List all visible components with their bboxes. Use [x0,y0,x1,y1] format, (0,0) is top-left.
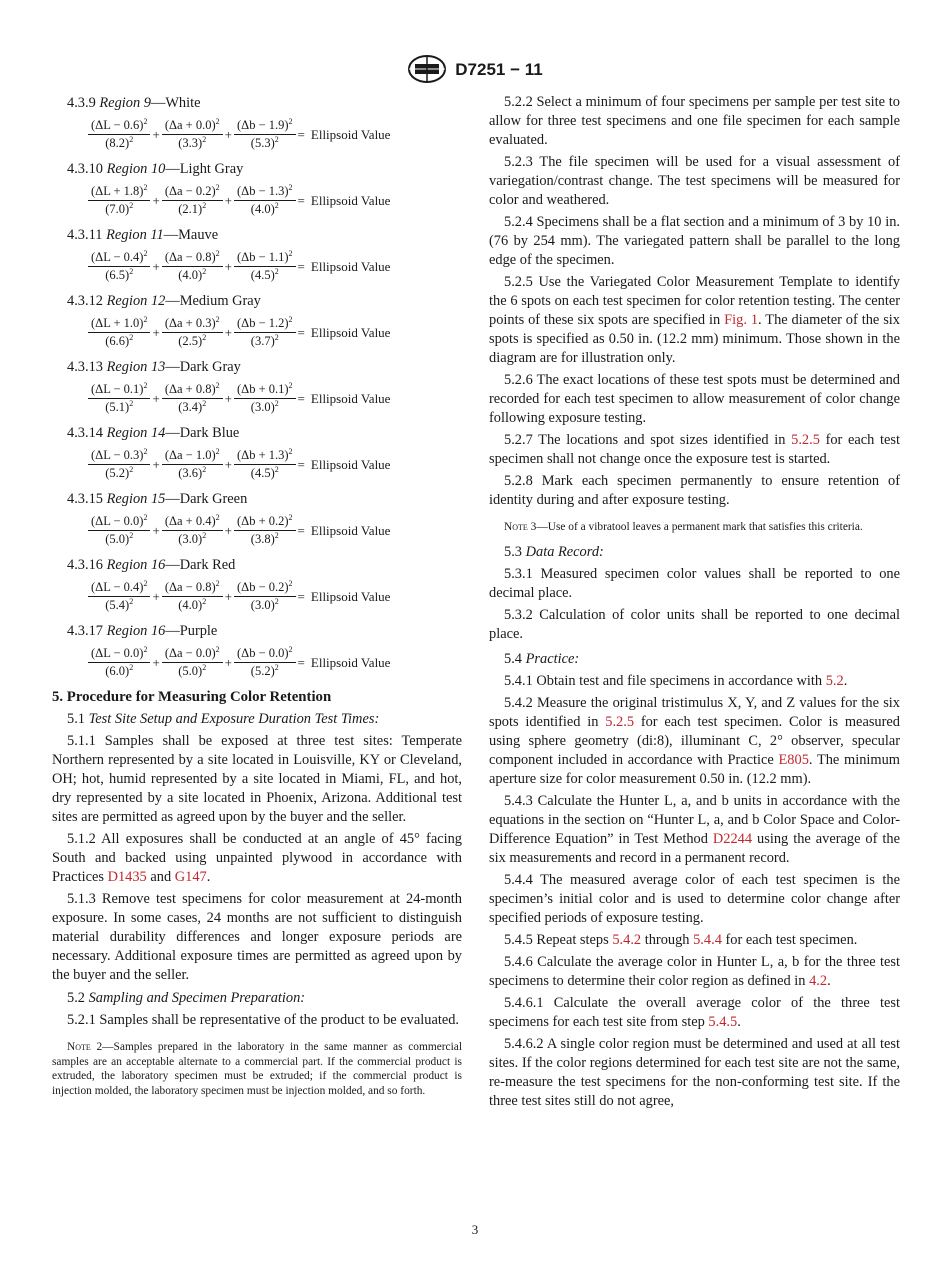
fraction: $\frac{(\Delta a - 1.0)^2}{(3.6)^2}$ [162,448,223,481]
para-5-2-8: 5.2.8 Mark each specimen permanently to ensure retention of identity during and after exposure testing. [489,473,900,508]
fraction: $\frac{(\Delta b - 1.2)^2}{(3.7)^2}$ [234,316,296,349]
page-header [0,52,950,86]
para-5-4-1: 5.4.1 Obtain test and file specimens in accordance with 5.2. [504,672,848,689]
link-5-2-5-b[interactable]: 5.2.5 [605,713,635,730]
document-number: D7251 − 11 [455,59,543,79]
para-5-3-2: 5.3.2 Calculation of color units shall be reported to one decimal place. [489,606,900,642]
para-5-4: 5.4 Practice: [504,650,580,667]
para-5-4-2: 5.4.2 Measure the original tristimulus X, Y, and Z values for the six spots identified in 5.2.5 for each test specimen. Color is measured using sphere geometry (di:8), illuminant C, 2° observer, specular component included in accordance with Practice E805. The minimum aperture size for color measurement 0.50 in. (12.2 mm). [489,694,900,787]
ellipsoid-equation: $\frac{(\Delta L - 0.0)^2}{(6.0)^2}$ + $\frac{(\Delta a - 0.0)^2}{(5.0)^2}$ + $\frac{(\Delta b - 0.0)^2}{(5.2)^2}$ = Ellipsoid Value [88,646,462,679]
para-5-4-5: 5.4.5 Repeat steps 5.4.2 through 5.4.4 for each test specimen. [504,931,858,948]
fraction: $\frac{(\Delta L - 0.4)^2}{(6.5)^2}$ [88,250,150,283]
fraction: $\frac{(\Delta L - 0.1)^2}{(5.1)^2}$ [88,382,150,415]
link-5-2-5[interactable]: 5.2.5 [791,432,820,448]
para-5-4-6: 5.4.6 Calculate the average color in Hunter L, a, b for the three test specimens to determine their color region as defined in 4.2. [489,953,900,989]
para-5-4-4: 5.4.4 The measured average color of each test specimen is the specimen’s initial color and is used to determine color change after specified periods of exposure testing. [489,871,900,926]
fraction: $\frac{(\Delta a + 0.4)^2}{(3.0)^2}$ [162,514,223,547]
fraction: $\frac{(\Delta a - 0.8)^2}{(4.0)^2}$ [162,580,223,613]
fraction: $\frac{(\Delta b - 1.1)^2}{(4.5)^2}$ [234,250,296,283]
link-d2244[interactable]: D2244 [712,830,753,847]
para-5-4-3: 5.4.3 Calculate the Hunter L, a, and b units in accordance with the equations in the section on “Hunter L, a, and b Color Space and Color-Difference Equation” in Test Method D2244 using the average of the six measurements and record in a permanent record. [489,792,900,866]
region-title: 4.3.16 Region 16—Dark Red [67,557,236,573]
fraction: $\frac{(\Delta L - 0.0)^2}{(5.0)^2}$ [88,514,150,547]
fraction: $\frac{(\Delta a + 0.0)^2}{(3.3)^2}$ [162,118,223,151]
ellipsoid-equation: $\frac{(\Delta L - 0.1)^2}{(5.1)^2}$ + $\frac{(\Delta a + 0.8)^2}{(3.4)^2}$ + $\frac{(\Delta b + 0.1)^2}{(3.0)^2}$ = Ellipsoid Value [88,382,462,415]
para-5-2-6: 5.2.6 The exact locations of these test spots must be determined and recorded for each test specimen to allow measurement of color change following exposure testing. [489,372,900,426]
fraction: $\frac{(\Delta b - 0.2)^2}{(3.0)^2}$ [234,580,296,613]
fraction: $\frac{(\Delta b + 1.3)^2}{(4.5)^2}$ [234,448,296,481]
ellipsoid-equation: $\frac{(\Delta L - 0.6)^2}{(8.2)^2}$ + $\frac{(\Delta a + 0.0)^2}{(3.3)^2}$ + $\frac{(\Delta b - 1.9)^2}{(5.3)^2}$ = Ellipsoid Value [88,118,462,151]
page-number: 3 [471,1222,479,1237]
fraction: $\frac{(\Delta L - 0.3)^2}{(5.2)^2}$ [88,448,150,481]
para-5-2-7: 5.2.7 The locations and spot sizes identified in 5.2.5 for each test specimen shall not change once the exposure test is started. [489,432,900,467]
fraction: $\frac{(\Delta b + 0.2)^2}{(3.8)^2}$ [234,514,296,547]
para-5-1-3: 5.1.3 Remove test specimens for color measurement at 24-month exposure. In some cases, 24 months are not sufficient to distinguish material durability differences and longer exposure periods are necessary. Additional exposure times are permitted as agreed upon by the buyer and the seller. [52,891,462,983]
link-5-2[interactable]: 5.2 [825,672,844,689]
fraction: $\frac{(\Delta b - 0.0)^2}{(5.2)^2}$ [234,646,296,679]
region-title: 4.3.12 Region 12—Medium Gray [67,293,261,309]
region-title: 4.3.13 Region 13—Dark Gray [67,359,241,375]
para-5-1-1: 5.1.1 Samples shall be exposed at three test sites: Temperate Northern represented by a site located in Louisville, KY or Cleveland, OH; hot, humid represented by a site located in Miami, FL, and hot, dry represented by a site located in Phoenix, Arizona. Additional test sites are permitted as agreed upon by the buyer and the seller. [52,733,462,825]
para-5-2: 5.2 Sampling and Specimen Preparation: [67,990,306,1006]
para-5-2-3: 5.2.3 The file specimen will be used for a visual assessment of variegation/contrast change. The test specimens will be measured for color and weathered. [489,154,900,208]
para-5-3-1: 5.3.1 Measured specimen color values shall be reported to one decimal place. [489,565,900,601]
fraction: $\frac{(\Delta L - 0.4)^2}{(5.4)^2}$ [88,580,150,613]
para-5-3: 5.3 Data Record: [504,543,604,560]
fraction: $\frac{(\Delta L + 1.8)^2}{(7.0)^2}$ [88,184,150,217]
para-5-1-2: 5.1.2 All exposures shall be conducted at an angle of 45° facing South and backed using unpainted plywood in accordance with Practices D1435 and G147. [52,831,462,885]
fraction: $\frac{(\Delta b + 0.1)^2}{(3.0)^2}$ [234,382,296,415]
link-5-4-2[interactable]: 5.4.2 [612,931,642,948]
link-5-4-4[interactable]: 5.4.4 [693,931,722,948]
fraction: $\frac{(\Delta b - 1.3)^2}{(4.0)^2}$ [234,184,296,217]
region-title: 4.3.10 Region 10—Light Gray [67,161,244,177]
fraction: $\frac{(\Delta b - 1.9)^2}{(5.3)^2}$ [234,118,296,151]
para-5-4-6-2: 5.4.6.2 A single color region must be determined and used at all test sites. If the color regions determined for each test site are not the same, re-measure the test specimens for the non-conforming test site. If the three test sites still do not agree, [489,1035,900,1109]
link-d1435[interactable]: D1435 [107,869,147,885]
link-g147[interactable]: G147 [174,869,207,885]
region-title: 4.3.11 Region 11—Mauve [67,227,219,243]
fraction: $\frac{(\Delta a - 0.8)^2}{(4.0)^2}$ [162,250,223,283]
fraction: $\frac{(\Delta L + 1.0)^2}{(6.6)^2}$ [88,316,150,349]
note-3: Note 3—Use of a vibratool leaves a permanent mark that satisfies this criteria. [504,521,863,533]
fraction: $\frac{(\Delta a - 0.0)^2}{(5.0)^2}$ [162,646,223,679]
para-5-1: 5.1 Test Site Setup and Exposure Duration Test Times: [67,711,380,727]
region-title: 4.3.9 Region 9—White [67,95,201,111]
fraction: $\frac{(\Delta a + 0.3)^2}{(2.5)^2}$ [162,316,223,349]
region-equations [52,94,462,679]
para-5-2-2: 5.2.2 Select a minimum of four specimens per sample per test site to allow for three test specimens and one file specimen for each sample evaluated. [489,94,900,148]
link-e805[interactable]: E805 [778,751,809,768]
ellipsoid-equation: $\frac{(\Delta L - 0.4)^2}{(6.5)^2}$ + $\frac{(\Delta a - 0.8)^2}{(4.0)^2}$ + $\frac{(\Delta b - 1.1)^2}{(4.5)^2}$ = Ellipsoid Value [88,250,462,283]
section-5-heading: 5. Procedure for Measuring Color Retention [52,689,332,705]
right-column [489,93,900,1114]
region-title: 4.3.17 Region 16—Purple [67,623,218,639]
region-title: 4.3.15 Region 15—Dark Green [67,491,248,507]
fraction: $\frac{(\Delta a - 0.2)^2}{(2.1)^2}$ [162,184,223,217]
para-5-2-1: 5.2.1 Samples shall be representative of the product to be evaluated. [67,1012,460,1028]
astm-logo-icon [407,54,447,84]
ellipsoid-equation: $\frac{(\Delta L - 0.0)^2}{(5.0)^2}$ + $\frac{(\Delta a + 0.4)^2}{(3.0)^2}$ + $\frac{(\Delta b + 0.2)^2}{(3.8)^2}$ = Ellipsoid Value [88,514,462,547]
link-5-4-5[interactable]: 5.4.5 [708,1013,738,1030]
para-5-2-4: 5.2.4 Specimens shall be a flat section and a minimum of 3 by 10 in. (76 by 254 mm). The variegated pattern shall be parallel to the long edge of the specimen. [489,214,900,268]
link-fig-1[interactable]: Fig. 1 [724,312,759,328]
fraction: $\frac{(\Delta L - 0.0)^2}{(6.0)^2}$ [88,646,150,679]
ellipsoid-equation: $\frac{(\Delta L - 0.3)^2}{(5.2)^2}$ + $\frac{(\Delta a - 1.0)^2}{(3.6)^2}$ + $\frac{(\Delta b + 1.3)^2}{(4.5)^2}$ = Ellipsoid Value [88,448,462,481]
note-2: Note 2—Samples prepared in the laboratory in the same manner as commercial samples are an acceptable alternate to a commercial part. If the commercial product is extruded, the laboratory specimen must be extruded; if the commercial product is injection molded, the laboratory specimen must be injection molded, and so forth. [52,1041,462,1097]
left-column [52,93,462,1106]
ellipsoid-equation: $\frac{(\Delta L + 1.0)^2}{(6.6)^2}$ + $\frac{(\Delta a + 0.3)^2}{(2.5)^2}$ + $\frac{(\Delta b - 1.2)^2}{(3.7)^2}$ = Ellipsoid Value [88,316,462,349]
para-5-4-6-1: 5.4.6.1 Calculate the overall average color of the three test specimens for each test site from step 5.4.5. [489,994,900,1030]
fraction: $\frac{(\Delta a + 0.8)^2}{(3.4)^2}$ [162,382,223,415]
fraction: $\frac{(\Delta L - 0.6)^2}{(8.2)^2}$ [88,118,150,151]
link-4-2[interactable]: 4.2 [809,972,828,989]
ellipsoid-equation: $\frac{(\Delta L + 1.8)^2}{(7.0)^2}$ + $\frac{(\Delta a - 0.2)^2}{(2.1)^2}$ + $\frac{(\Delta b - 1.3)^2}{(4.0)^2}$ = Ellipsoid Value [88,184,462,217]
region-title: 4.3.14 Region 14—Dark Blue [67,425,240,441]
para-5-2-5: 5.2.5 Use the Variegated Color Measurement Template to identify the 6 spots on each test specimen for color retention testing. The center points of these six spots are specified in Fig. 1. The diameter of the six spots is specified as 0.50 in. (12.2 mm) minimum. Those shown in the diagram are for illustration only. [489,274,900,366]
ellipsoid-equation: $\frac{(\Delta L - 0.4)^2}{(5.4)^2}$ + $\frac{(\Delta a - 0.8)^2}{(4.0)^2}$ + $\frac{(\Delta b - 0.2)^2}{(3.0)^2}$ = Ellipsoid Value [88,580,462,613]
